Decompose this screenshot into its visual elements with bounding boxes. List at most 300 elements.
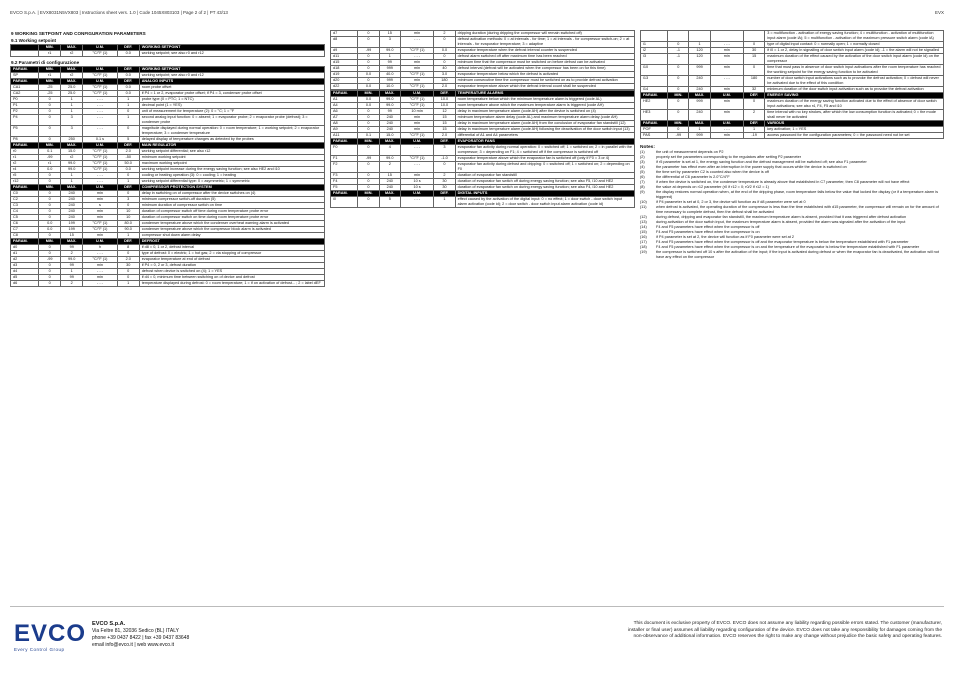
logo-wordmark: EVCO	[14, 620, 87, 647]
cell-value: 1	[117, 281, 139, 287]
cell-value: 0	[39, 137, 61, 143]
cell-value: A8	[331, 121, 358, 127]
cell-description: defrost interval (defrost will be activated when the compressor has been on for this time)	[455, 66, 634, 72]
cell-value: 10	[117, 209, 139, 215]
cell-description: delay in maximum temperature alarm (code AH) from the conclusion of evaporator fan standstill (12)	[455, 121, 634, 127]
cell-value: C3	[11, 203, 39, 209]
cell-value: 0	[358, 54, 379, 60]
cell-description: room temperature below which the minimum temperature alarm is triggered (code AL)	[455, 97, 634, 103]
cell-description: duration of evaporator fan switch off during energy saving function; see also F5, i10 and HE2	[455, 179, 634, 185]
alarms-fans-table	[330, 90, 635, 208]
cell-value: PAS	[641, 133, 668, 139]
cell-value: 0	[358, 121, 379, 127]
note-text: during activation of the door switch input, the maximum temperature alarm is absent, provided the alarm was signaled after the activation of the input	[656, 220, 906, 224]
cell-description: evaporator temperature at end of defrost	[139, 257, 324, 263]
section-9-1-title: 9.1 Working setpoint	[11, 38, 57, 43]
cell-value: U.M.	[83, 79, 118, 85]
cell-value: 0	[358, 115, 379, 121]
cell-value: F0	[331, 145, 358, 156]
note-number: (9)	[640, 190, 645, 194]
cell-value: 0.0	[39, 167, 61, 173]
cell-value: 999	[689, 133, 710, 139]
cell-description: differential of A1 and A4 parameters	[455, 133, 634, 139]
cell-value: d4	[11, 269, 39, 275]
cell-description: if i0 = 1 or 2, delay in signalling of door switch input alarm (code id); -1 = the alarm will not be signalled	[765, 48, 944, 54]
note-number: (11)	[640, 205, 647, 209]
cell-value: i14	[641, 87, 668, 93]
cell-value: 25.0	[61, 85, 83, 91]
cell-value: 0	[358, 145, 379, 156]
table-row	[641, 110, 944, 121]
cell-value: 240	[379, 179, 400, 185]
cell-value: A4	[331, 103, 358, 109]
cell-value: 3	[379, 37, 400, 48]
cell-value: °C/°F (1)	[83, 91, 118, 97]
defrost-table	[330, 30, 635, 90]
cell-description: DEFROST	[139, 239, 324, 245]
cell-value: 0	[39, 109, 61, 115]
cell-value: 1	[434, 197, 455, 208]
cell-description: minimum working setpoint	[139, 155, 324, 161]
cell-description: duration of evaporator fan switch on during energy saving function; see also F4, i10 and HE2	[455, 185, 634, 191]
note-number: (16)	[640, 235, 647, 239]
cell-value: -50	[117, 155, 139, 161]
cell-value: 0	[668, 127, 689, 133]
cell-value: DEF.	[744, 121, 765, 127]
cell-description: evaporator temperature above which the defrost interval count shall be suspended	[455, 84, 634, 90]
cell-value: - - -	[710, 127, 743, 133]
cell-value: U.M.	[710, 121, 743, 127]
cell-value: DEF.	[744, 93, 765, 99]
cell-value: 5	[379, 197, 400, 208]
cell-value: r2	[11, 161, 39, 167]
cell-value: 3	[61, 126, 83, 137]
cell-value: i0	[331, 197, 358, 208]
cell-value: C0	[11, 191, 39, 197]
cell-value: 3	[434, 145, 455, 156]
cell-value: 0	[668, 76, 689, 87]
cell-value: 1	[689, 42, 710, 48]
cell-value: d18	[331, 66, 358, 72]
cell-value: DEF.	[117, 67, 139, 73]
table-row	[641, 65, 944, 76]
column-1	[10, 30, 325, 287]
cell-value: 15	[434, 127, 455, 133]
cell-value: 15.0	[379, 133, 400, 139]
params-table	[10, 66, 325, 287]
note-number: (1)	[640, 150, 645, 154]
cell-value: F3	[331, 173, 358, 179]
cell-value: CA1	[11, 85, 39, 91]
cell-value: min	[710, 87, 743, 93]
cell-value: 0	[358, 173, 379, 179]
cell-value: 15	[379, 173, 400, 179]
cell-value: °C/°F (1)	[83, 73, 118, 79]
cell-value: 32	[744, 87, 765, 93]
cell-value: MIN.	[668, 93, 689, 99]
cell-value: 50.0	[117, 161, 139, 167]
cell-value: 0	[39, 197, 61, 203]
cell-value: 1	[61, 269, 83, 275]
cell-value: °C/°F (1)	[400, 72, 433, 78]
cell-value: A7	[331, 115, 358, 121]
cell-value: -25	[39, 85, 61, 91]
cell-description: unit of measurement for temperature (2): 0 = °C; 1 = °F	[139, 109, 324, 115]
cell-value: MAX.	[61, 239, 83, 245]
note-text: the unit of measurement depends on P2	[656, 150, 724, 154]
cell-value: i13	[641, 76, 668, 87]
cell-value: HE2	[641, 99, 668, 110]
cell-description: working setpoint differential type: 0 = asymmetric; 1 = symmetric	[139, 179, 324, 185]
cell-value: 25.0	[61, 91, 83, 97]
cell-description: ENERGY SAVING	[765, 93, 944, 99]
cell-value: 3	[117, 197, 139, 203]
note-number: (7)	[640, 180, 645, 184]
cell-description: TEMPERATURE ALARMS	[455, 91, 634, 97]
cell-value: 0	[39, 179, 61, 185]
cell-value: 10 min	[400, 109, 433, 115]
cell-value: 1	[61, 97, 83, 103]
page-header	[10, 10, 944, 20]
cell-value: 0	[744, 42, 765, 48]
header-brand: EVX	[934, 10, 944, 15]
cell-value: DEF.	[434, 91, 455, 97]
cell-value: °C/°F (1)	[400, 48, 433, 54]
cell-value: 0	[358, 60, 379, 66]
cell-value: 0	[358, 127, 379, 133]
cell-value: - - -	[83, 109, 118, 115]
cell-value: 2.0	[117, 149, 139, 155]
cell-value: MIN.	[39, 45, 61, 51]
cell-description: time interval with no key strokes, after which the low consumption function is activated; 0 = the mode shall never be activated	[765, 110, 944, 121]
cell-value: A9	[331, 127, 358, 133]
cell-value: °C/°F (1)	[400, 156, 433, 162]
cell-value: 0	[358, 78, 379, 84]
cell-description: maximum duration of the effect caused by the activation of the door switch input alarm (code id) on the compressor	[765, 54, 944, 65]
note-number: (12)	[640, 215, 647, 219]
cell-value: 90.0	[117, 227, 139, 233]
cell-value	[668, 31, 689, 42]
note-text: properly set the parameters corresponding to the regulators after setting P2 parameter	[656, 155, 801, 159]
cell-description: cooling or heating operation (3): 0 = cooling; 1 = heating	[139, 173, 324, 179]
header-doc-info: EVCO S.p.A. | EVX8031N5VX803 | Instructions sheet vers. 1.0 | Code 1045X803103 | Page 2 of 2 | PT 43/13	[10, 10, 228, 15]
cell-value: 99.0	[61, 161, 83, 167]
cell-value: 180	[434, 78, 455, 84]
cell-value: °C/°F (1)	[83, 51, 118, 57]
cell-value: 0.0	[117, 73, 139, 79]
disclaimer: This document is exclusive property of EVCO. EVCO does not assume any liability regarding possible errors stated. The customer (manufacturer, installer or final user) assumes all liability regarding configuration of the device. EVCO does not take any responsibility for damages coming from the non-observance of additional information. EVCO reserves the right to make any change without prejudice the basic safety and operating features.	[627, 621, 942, 640]
cell-value: -1.0	[434, 156, 455, 162]
cell-value: 0	[117, 269, 139, 275]
cell-value: 1	[117, 115, 139, 126]
cell-value: DEF.	[117, 185, 139, 191]
cell-value: U.M.	[83, 67, 118, 73]
cell-value: 0	[39, 191, 61, 197]
cell-value: 0	[39, 97, 61, 103]
cell-value: 0.0	[434, 48, 455, 54]
note-number: (4)	[640, 165, 645, 169]
cell-value: 10	[117, 215, 139, 221]
cell-value: MIN.	[358, 139, 379, 145]
cell-value: 240	[61, 203, 83, 209]
cell-description: DIGITAL INPUTS	[455, 191, 634, 197]
cell-description: maximum duration of the energy saving function activated due to the effect of absence of door switch input activations; see also r4, F4, F5 and i10	[765, 99, 944, 110]
cell-value: U.M.	[400, 91, 433, 97]
cell-description: minimum consecutive time the compressor must be switched on as to provide defrost activation	[455, 78, 634, 84]
note-text: if P4 parameter is set at 2, the device will function as if F0 parameter were set at 2	[656, 235, 795, 239]
cell-value: - - -	[83, 97, 118, 103]
cell-value: 0	[434, 162, 455, 173]
table-row	[641, 31, 944, 42]
cell-description: condenser temperature above which the condenser overheat warning alarm is activated	[139, 221, 324, 227]
cell-value: DEF.	[117, 45, 139, 51]
setpoint-table	[10, 44, 325, 57]
cell-description: 3 = multifunction - activation of energy saving function; 4 = multifunction - activation of multifunction input alarm (code iA); 5 = multifunction - activation of the maximum pressure switch alarm (code iA)	[765, 31, 944, 42]
cell-value: 1	[744, 127, 765, 133]
cell-value: min	[400, 115, 433, 121]
cell-value: r4	[11, 167, 39, 173]
cell-value: min	[710, 99, 743, 110]
cell-value: U.M.	[710, 93, 743, 99]
cell-value: 99	[61, 263, 83, 269]
cell-value: 0	[358, 31, 379, 37]
note-number: (17)	[640, 240, 647, 244]
note-text: if r5 parameter is set at 1, the energy saving function and the defrost management will be switched off; see also F1 parameter	[656, 160, 867, 164]
cell-value: 0	[358, 109, 379, 115]
cell-value: PARAM.	[331, 191, 358, 197]
cell-value: r12	[11, 179, 39, 185]
cell-value: 8	[117, 245, 139, 251]
cell-value: C6	[11, 221, 39, 227]
cell-value: P4	[11, 115, 39, 126]
cell-value: min	[83, 191, 118, 197]
note-number: (2)	[640, 155, 645, 159]
cell-value: 5	[117, 137, 139, 143]
cell-description: defrost activation methods: 0 = at intervals - for time; 1 = at intervals - for compressor switch-on; 2 = at intervals - for evaporator temperature; 3 = adaptive	[455, 37, 634, 48]
cell-value: C8	[11, 233, 39, 239]
cell-value: 2.0	[117, 257, 139, 263]
cell-value: d5	[11, 275, 39, 281]
cell-value: 99	[379, 109, 400, 115]
cell-value: r1	[11, 155, 39, 161]
cell-description: room temperature above which the maximum temperature alarm is triggered (code AH)	[455, 103, 634, 109]
cell-value: DEF.	[434, 191, 455, 197]
cell-value: min	[83, 197, 118, 203]
cell-value: 240	[379, 185, 400, 191]
cell-value: °C/°F (1)	[83, 227, 118, 233]
cell-value: °C/°F (1)	[83, 155, 118, 161]
note-text: if P4 parameter is set at 0, 2 or 3, the device will function as if d8 parameter were set at 0	[656, 200, 806, 204]
cell-value: min	[400, 173, 433, 179]
cell-value: 180	[744, 76, 765, 87]
cell-value: °C/°F (1)	[400, 133, 433, 139]
cell-value: 0.0	[39, 227, 61, 233]
cell-value: 1	[117, 233, 139, 239]
table-row	[331, 84, 635, 90]
cell-value: MAX.	[61, 185, 83, 191]
cell-value: -99	[39, 155, 61, 161]
cell-value: 0	[434, 60, 455, 66]
notes-title: Notes:	[640, 145, 655, 150]
cell-description: working setpoint increase during the energy saving function; see also HE2 and i10	[139, 167, 324, 173]
cell-value: 199	[61, 221, 83, 227]
cell-value: 10.0	[379, 84, 400, 90]
cell-description: condenser temperature above which the compressor block alarm is activated	[139, 227, 324, 233]
cell-value: 0	[668, 65, 689, 76]
cell-value: r0	[11, 149, 39, 155]
cell-value: 0.1	[358, 133, 379, 139]
cell-value	[689, 31, 710, 42]
cell-description: temperature displayed during defrost: 0 = room temperature; 1 = if on activation of defrost... ; 2 = label dEF	[139, 281, 324, 287]
cell-value: U.M.	[83, 185, 118, 191]
cell-value: 0	[358, 179, 379, 185]
cell-value: C2	[11, 197, 39, 203]
cell-value: 1	[61, 173, 83, 179]
cell-description: if P4 = 0, 2 or 3, defrost duration	[139, 263, 324, 269]
cell-value: 240	[689, 110, 710, 121]
cell-value: 0	[434, 37, 455, 48]
cell-value: 0	[358, 185, 379, 191]
cell-value: min	[400, 121, 433, 127]
cell-value: - - -	[710, 42, 743, 48]
company-name: EVCO S.p.A.	[92, 621, 126, 627]
cell-value: min	[83, 209, 118, 215]
cell-value: °C/°F (1)	[83, 221, 118, 227]
cell-value: 240	[689, 87, 710, 93]
web-line: email info@evco.it | web www.evco.it	[92, 642, 174, 648]
cell-value: 0	[744, 65, 765, 76]
cell-value: 0	[39, 115, 61, 126]
cell-value: 0.0	[358, 97, 379, 103]
cell-value: 0	[117, 109, 139, 115]
cell-value: PARAM.	[331, 91, 358, 97]
cell-value: -1	[668, 54, 689, 65]
cell-value: MAX.	[689, 93, 710, 99]
cell-description: type of defrost: 0 = electric; 1 = hot gas; 2 = via stopping of compressor	[139, 251, 324, 257]
table-row	[331, 162, 635, 173]
cell-value: 0	[358, 162, 379, 173]
cell-value: - - -	[83, 269, 118, 275]
cell-value: 0	[39, 269, 61, 275]
cell-value: d3	[11, 263, 39, 269]
notes-list	[640, 150, 944, 260]
cell-value: d6	[11, 281, 39, 287]
cell-value	[641, 31, 668, 42]
cell-value: PARAM.	[11, 67, 39, 73]
cell-value: r5	[11, 173, 39, 179]
note-text: F4 and F5 parameters have effect when the compressor is on and the temperature of the evaporator is below the temperature established with F1 parameter	[656, 245, 920, 249]
cell-description: access password for the configuration parameters; 0 = the password need not be set	[765, 133, 944, 139]
cell-value: 0	[358, 197, 379, 208]
cell-value: 0.0	[39, 221, 61, 227]
cell-value: DEF.	[117, 143, 139, 149]
cell-description: maximum working setpoint	[139, 161, 324, 167]
cell-value: 0	[117, 191, 139, 197]
note-item	[640, 190, 944, 200]
cell-value	[710, 31, 743, 42]
note-item	[640, 250, 944, 260]
cell-description: dripping duration (during dripping the compressor will remain switched off)	[455, 31, 634, 37]
cell-value: - - -	[83, 115, 118, 126]
cell-value: s	[83, 203, 118, 209]
cell-value: 0	[117, 173, 139, 179]
cell-value: PARAM.	[331, 139, 358, 145]
cell-value: - - -	[83, 126, 118, 137]
cell-value: min	[83, 263, 118, 269]
cell-value: 3.0	[434, 72, 455, 78]
cell-description: duration of evaporator fan standstill	[455, 173, 634, 179]
note-item	[640, 205, 944, 215]
note-text: the compressor is switched off 10 s after the activation of the input; if the input is activated during defrost or when the evaporator fan is deactivated, the activation will not have any effect on the compressor	[656, 250, 939, 259]
cell-value: - - -	[83, 281, 118, 287]
note-number: (13)	[640, 220, 647, 224]
cell-value: 0.1 s	[83, 137, 118, 143]
cell-description: EVAPORATOR FANS	[455, 139, 634, 145]
table-row	[641, 133, 944, 139]
cell-value: P5	[11, 126, 39, 137]
cell-value: min	[400, 127, 433, 133]
section-9-2-title: 9.2 Parametri di configurazione	[11, 60, 80, 65]
address-line: Via Feltre 81, 32036 Sedico (BL) ITALY	[92, 628, 179, 634]
cell-description: WORKING SETPOINT	[139, 67, 324, 73]
note-text: the time set by parameter C2 is counted also when the device is off	[656, 170, 769, 174]
phone-line: phone +39 0437 8422 | fax +39 0437 83648	[92, 635, 190, 641]
note-text: during defrost, dripping and evaporator fan standstill, the maximum temperature alarm is absent, provided that it was triggered after defrost activation	[656, 215, 907, 219]
cell-value: - - -	[400, 37, 433, 48]
section-9-title: 9 WORKING SETPOINT AND CONFIGURATION PARAMETERS	[11, 31, 146, 36]
note-text: when defrost is activated, the operating duration of the compressor is less than the time established with d15 parameter, the compressor will remain on for the amount of time necessary to complete defrost, then the defrost shall be activated	[656, 205, 939, 214]
cell-value: °C/°F (1)	[83, 167, 118, 173]
cell-value: 40.0	[379, 72, 400, 78]
cell-value: 15	[434, 115, 455, 121]
cell-value: C7	[11, 227, 39, 233]
cell-description: COMPRESSOR PROTECTION SYSTEM	[139, 185, 324, 191]
cell-value: CA2	[11, 91, 39, 97]
cell-value: 99.0	[379, 97, 400, 103]
cell-value: 199	[61, 227, 83, 233]
cell-value: 99.0	[379, 48, 400, 54]
cell-value: 40	[434, 66, 455, 72]
cell-value: °C/°F (1)	[400, 103, 433, 109]
cell-value: 999	[379, 66, 400, 72]
cell-value: 30	[744, 48, 765, 54]
cell-value: 999	[689, 65, 710, 76]
cell-value: 12	[434, 109, 455, 115]
cell-value: min	[83, 215, 118, 221]
cell-value: MIN.	[39, 67, 61, 73]
cell-description: room probe offset	[139, 85, 324, 91]
cell-value: U.M.	[400, 191, 433, 197]
cell-value: 0	[39, 275, 61, 281]
cell-value: 1	[61, 103, 83, 109]
cell-value: 0	[39, 263, 61, 269]
note-number: (10)	[640, 200, 647, 204]
note-text: the value at depends on r12 parameter (r0 if r12 = 0; r0/2 if r12 = 1)	[656, 185, 769, 189]
cell-value: 250	[61, 137, 83, 143]
cell-value: h	[83, 245, 118, 251]
cell-value: C4	[11, 209, 39, 215]
cell-value: U.M.	[400, 139, 433, 145]
cell-value: 0	[117, 126, 139, 137]
cell-value: PARAM.	[11, 239, 39, 245]
cell-value: 0	[668, 99, 689, 110]
note-text: the display restores normal operation when, at the end of the dripping phase, room temperature falls below the value that locked the display (or if a temperature alarm is triggered)	[656, 190, 938, 199]
cell-value: - - -	[710, 76, 743, 87]
cell-value: MAX.	[379, 191, 400, 197]
cell-value: - - -	[400, 162, 433, 173]
table-row	[641, 76, 944, 87]
cell-value: HE3	[641, 110, 668, 121]
